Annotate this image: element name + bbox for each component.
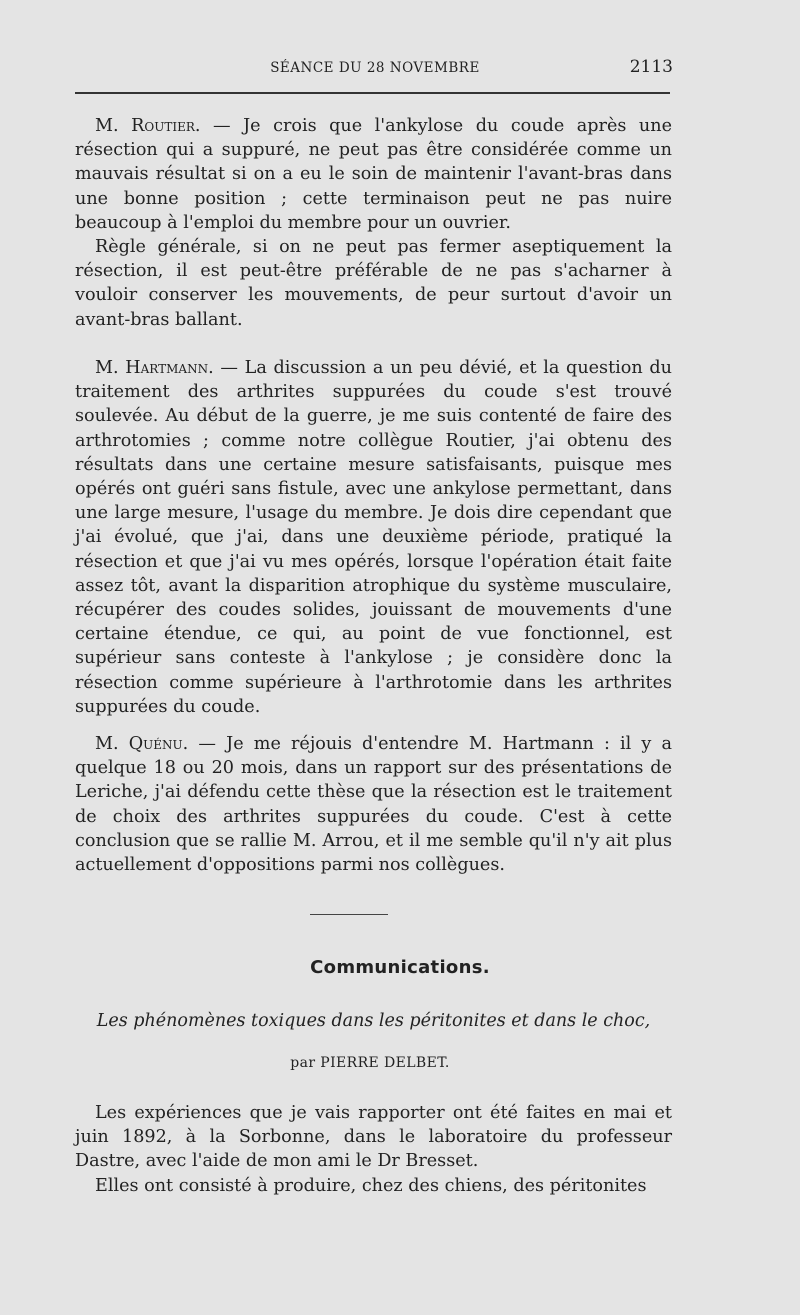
quenu-paragraph: [75, 732, 672, 877]
article-byline: par PIERRE DELBET.: [290, 1055, 450, 1071]
hartmann-remarks: [75, 356, 672, 719]
speaker-quenu: M. Quénu.: [95, 734, 189, 754]
hartmann-paragraph: [75, 356, 672, 719]
header-rule: [75, 92, 670, 94]
quenu-text: — Je me réjouis d'entendre M. Hartmann : il y a quelque 18 ou 20 mois, dans un rapport sur des présentations de Leriche, j'ai défendu cette thèse que la résection est le traitement de choix des arthrites suppurées du coude. C'est à cette conclusion que se rallie M. Arrou, et il me semble qu'il n'y ait plus actuellement d'oppositions parmi nos collègues.: [75, 734, 672, 876]
running-title: SÉANCE DU 28 NOVEMBRE: [270, 60, 480, 76]
article-paragraph-1: Les expériences que je vais rapporter ont été faites en mai et juin 1892, à la Sorbonne, dans le laboratoire du professeur Dastre, avec l'aide de mon ami le Dr Bresset.: [75, 1103, 672, 1172]
routier-paragraph-2: Règle générale, si on ne peut pas fermer aseptiquement la résection, il est peut-être préférable de ne pas s'acharner à vouloir conserver les mouvements, de peur surtout d'avoir un avant-bras ballant.: [75, 237, 672, 330]
speaker-hartmann: M. Hartmann.: [95, 358, 214, 378]
routier-remarks: [75, 114, 672, 332]
routier-text-1: — Je crois que l'ankylose du coude après une résection qui a suppuré, ne peut pas être considérée comme un mauvais résultat si on a eu le soin de maintenir l'avant-bras dans une bonne position ; cette terminaison peut ne pas nuire beaucoup à l'emploi du membre pour un ouvrier.: [75, 116, 672, 233]
speaker-routier: M. Routier.: [95, 116, 201, 136]
article-title: Les phénomènes toxiques dans les péritonites et dans le choc,: [96, 1011, 651, 1031]
section-title: Communications.: [310, 957, 490, 978]
article-body: [75, 1101, 672, 1198]
section-divider: [310, 914, 388, 915]
page-number: 2113: [629, 57, 673, 77]
hartmann-text: — La discussion a un peu dévié, et la question du traitement des arthrites suppurées du coude s'est trouvé soulevée. Au début de la guerre, je me suis contenté de faire des arthrotomies ; comme notre collègue Routier, j'ai obtenu des résultats dans une certaine mesure satisfaisants, puisque mes opérés ont guéri sans fistule, avec une ankylose permettant, dans une large mesure, l'usage du membre. Je dois dire cependant que j'ai évolué, que j'ai, dans une deuxième période, pratiqué la résection et que j'ai vu mes opérés, lorsque l'opération était faite assez tôt, avant la disparition atrophique du système musculaire, récupérer des coudes solides, jouissant de mouvements d'une certaine étendue, ce qui, au point de vue fonctionnel, est supérieur sans conteste à l'ankylose ; je considère donc la résection comme supérieure à l'arthrotomie dans les arthrites suppurées du coude.: [75, 358, 672, 717]
running-header: [75, 57, 675, 81]
article-paragraph-2: Elles ont consisté à produire, chez des chiens, des péritonites: [95, 1175, 647, 1196]
routier-paragraph-1: [75, 114, 672, 235]
quenu-remarks: [75, 732, 672, 877]
